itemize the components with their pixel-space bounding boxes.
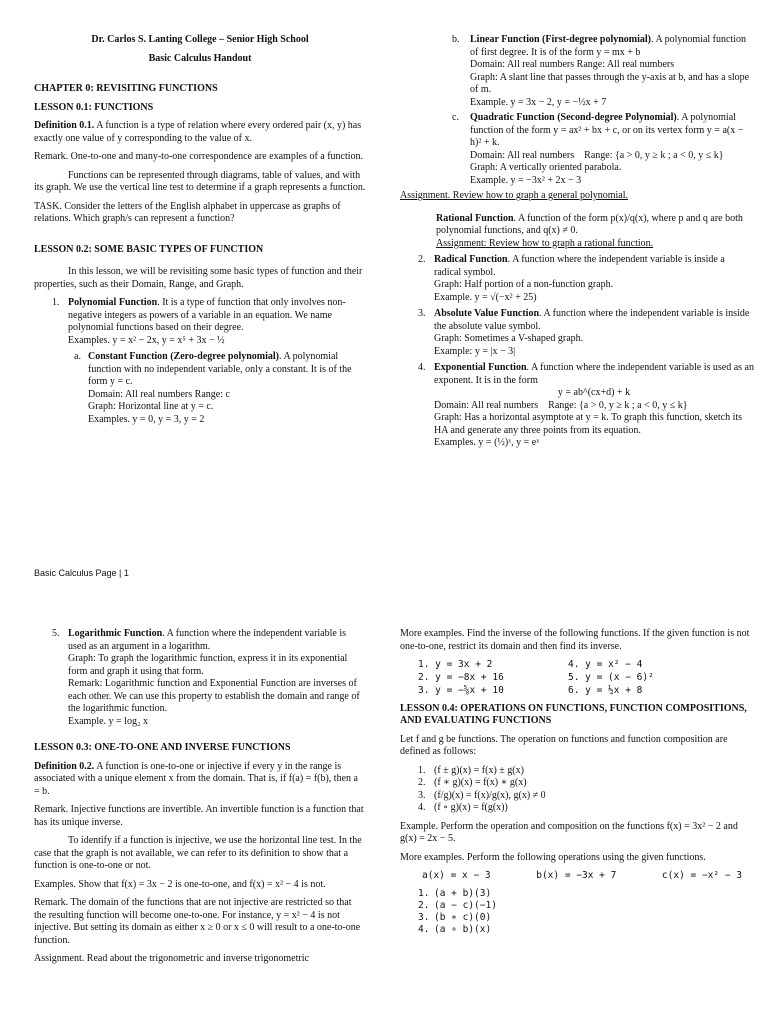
list-item-linear: b. Linear Function (First-degree polynomial). A polynomial function of first degree. It is of the form y = mx + b Domain: All real numbers Range: All real numbers Graph: A slant line that passes through the y-axis at b, and has a slope of m. Example. y = 3x − 2, y = −½x + 7	[400, 34, 754, 109]
logarithmic-graph: Graph: To graph the logarithmic function, express it in its exponential form and graph it using that form.	[68, 653, 348, 677]
list-item-polynomial: 1. Polynomial Function. It is a type of function that only involves non-negative integers as powers of a variable in an equation. We name polynomial functions based on their degree. Examples. y = x² − 2x, y = x⁵ + 3x − ½	[34, 297, 366, 347]
lesson-0-4-example: Example. Perform the operation and composition on the functions f(x) = 3x² − 2 and g(x) = 2x − 5.	[400, 820, 738, 845]
assignment-rational: Assignment: Review how to graph a rational function.	[436, 237, 654, 249]
logarithmic-text: . A function where the independent variable is used as an argument in a logarithm.	[68, 628, 347, 652]
handout-title: Basic Calculus Handout	[148, 52, 252, 64]
lesson-0-1-remark: Remark. One-to-one and many-to-one correspondence are examples of a function.	[34, 151, 364, 162]
linear-graph: Graph: A slant line that passes through the y-axis at b, and has a slope of m.	[470, 71, 750, 95]
lesson-0-3-title: LESSON 0.3: ONE-TO-ONE AND INVERSE FUNCTIONS	[34, 742, 291, 753]
page1-right-column	[400, 34, 754, 454]
quadratic-graph: Graph: A vertically oriented parabola.	[470, 162, 622, 173]
list-item-absolute: 3. Absolute Value Function. A function where the independent variable is inside the absolute value symbol. Graph: Sometimes a V-shaped graph. Example: y = |x − 3|	[400, 308, 754, 358]
rational-block	[400, 213, 754, 251]
quadratic-text: . A polynomial function of the form y = ax² + bx + c, or on its vertex form y = a(x − h)² + k.	[470, 112, 744, 148]
function-c: c(x) = −x² − 3	[661, 870, 742, 882]
page2-right-column	[400, 628, 754, 936]
inverse-item: 2. y = −8x + 16	[418, 671, 504, 683]
list-item-logarithmic: 5. Logarithmic Function. A function where the independent variable is used as an argument in a logarithm. Graph: To graph the logarithmic function, express it in its exponential form and graph it using that form. Remark: Logarithmic function and Exponential Function are inverses of each other. We can use this property to establish the domain and range of the logarithmic function. Example. y = log₂ x	[34, 628, 366, 728]
absolute-example: Example: y = |x − 3|	[434, 345, 516, 357]
linear-domain: Domain: All real numbers Range: All real numbers	[470, 59, 675, 70]
operation-text: (f ∗ g)(x) = f(x) ∗ g(x)	[434, 777, 527, 789]
exponential-form: y = ab^(cx+d) + k	[557, 387, 631, 398]
rational-label: Rational Function	[436, 212, 514, 224]
definition-0-2-text: A function is one-to-one or injective if every y in the range is associated with a unique element x from the domain. That is, if f(a) = f(b), then a = b.	[34, 760, 358, 797]
lesson-0-2-title: LESSON 0.2: SOME BASIC TYPES OF FUNCTION	[34, 243, 264, 255]
polynomial-examples: Examples. y = x² − 2x, y = x⁵ + 3x − ½	[68, 334, 225, 346]
function-b: b(x) = −3x + 7	[536, 870, 617, 882]
lesson-0-3-remark: Remark. Injective functions are invertible. An invertible function is a function that has its unique inverse.	[34, 804, 364, 828]
logarithmic-label: Logarithmic Function	[68, 628, 163, 639]
constant-domain: Domain: All real numbers Range: c	[88, 388, 230, 400]
logarithmic-remark: Remark: Logarithmic function and Exponential Function are inverses of each other. We can use this property to establish the domain and range of the logarithmic function.	[68, 678, 360, 714]
chapter-title: CHAPTER 0: REVISITING FUNCTIONS	[34, 83, 218, 94]
handout-page-2	[0, 606, 768, 1024]
task-text: (a − c)(−1)	[434, 899, 497, 911]
quadratic-example: Example. y = −3x² + 2x − 3	[470, 174, 582, 186]
inverse-item: 1. y = 3x + 2	[418, 659, 493, 670]
polynomial-label: Polynomial Function	[68, 297, 158, 308]
exponential-examples: Examples. y = (½)ˣ, y = eˣ	[434, 437, 540, 448]
radical-graph: Graph: Half portion of a non-function graph.	[434, 279, 614, 290]
inverse-more-examples: More examples. Find the inverse of the following functions. If the given function is not one-to-one, restrict its domain and then find its inverse.	[400, 628, 750, 652]
quadratic-label: Quadratic Function (Second-degree Polynomial)	[470, 112, 677, 123]
polynomial-text: . It is a type of function that only involves non-negative integers as powers of a variable in an equation. We name polynomial functions based on their degree.	[68, 297, 346, 333]
inverse-exercise-list	[400, 659, 754, 697]
absolute-graph: Graph: Sometimes a V-shaped graph.	[434, 333, 584, 344]
page1-left-column	[34, 34, 366, 429]
page-gap	[0, 596, 768, 606]
radical-text: . A function where the independent variable is inside a radical symbol.	[434, 254, 725, 278]
inverse-item: 5. y = (x − 6)²	[568, 671, 654, 683]
definition-0-1-label: Definition 0.1.	[34, 120, 95, 131]
definition-0-1	[34, 120, 366, 145]
function-a: a(x) = x − 3	[422, 870, 491, 882]
linear-label: Linear Function (First-degree polynomial)	[470, 34, 652, 45]
radical-label: Radical Function	[434, 254, 508, 265]
constant-examples: Examples. y = 0, y = 3, y = 2	[88, 413, 205, 425]
lesson-0-3-assignment: Assignment. Read about the trigonometric and inverse trigonometric	[34, 953, 309, 964]
lesson-0-4-title: LESSON 0.4: OPERATIONS ON FUNCTIONS, FUNCTION COMPOSITIONS, AND EVALUATING FUNCTIONS	[400, 702, 747, 727]
assignment-polynomial: Assignment. Review how to graph a general polynomial.	[400, 190, 629, 201]
operation-item: 4. (f ∘ g)(x) = f(g(x))	[418, 802, 508, 814]
absolute-label: Absolute Value Function	[434, 308, 540, 319]
school-name: Dr. Carlos S. Lanting College – Senior High School	[91, 34, 309, 45]
given-functions	[400, 870, 754, 882]
list-item-quadratic: c. Quadratic Function (Second-degree Polynomial). A polynomial function of the form y = ax² + bx + c, or on its vertex form y = a(x − h)² + k. Domain: All real numbers Range: {a > 0, y ≥ k ; a < 0, y ≤ k} Graph: A vertically oriented parabola. Example. y = −3x² + 2x − 3	[400, 112, 754, 187]
list-item-constant: a. Constant Function (Zero-degree polynomial). A polynomial function with no independent variable, only a constant. It is of the form y = c. Domain: All real numbers Range: c Graph: Horizontal line at y = c. Examples. y = 0, y = 3, y = 2	[34, 351, 366, 426]
task-text: (a + b)(3)	[434, 888, 492, 899]
exponential-domain-range	[434, 400, 754, 413]
absolute-text: . A function where the independent variable is inside the absolute value symbol.	[434, 308, 750, 332]
inverse-item: 4. y = x² − 4	[568, 659, 643, 670]
exponential-graph: Graph: Has a horizontal asymptote at y = k. To graph this function, sketch its HA and generate any three points from its equation.	[434, 412, 743, 436]
operations-list	[400, 765, 754, 815]
definition-0-2	[34, 761, 366, 799]
evaluation-tasks	[400, 888, 754, 936]
quadratic-domain: Domain: All real numbers	[470, 149, 575, 161]
exponential-range: Range: {a > 0, y ≥ k ; a < 0, y ≤ k}	[548, 399, 688, 411]
task-item: 3. (b ∗ c)(0)	[418, 911, 492, 923]
list-item-radical: 2. Radical Function. A function where the independent variable is inside a radical symbol. Graph: Half portion of a non-function graph. Example. y = √(−x² + 25)	[400, 254, 754, 304]
definition-0-1-text: A function is a type of relation where every ordered pair (x, y) has exactly one value of y corresponding to the value of x.	[34, 120, 362, 144]
page2-left-column	[34, 628, 366, 972]
lesson-0-3-paragraph: To identify if a function is injective, we use the horizontal line test. In the case that the graph is not available, we can refer to its definition to show that a function is one-to-one or not.	[34, 835, 362, 871]
lesson-0-1-paragraph: Functions can be represented through diagrams, table of values, and with its graph. We use the vertical line test to determine if a graph represents a function.	[34, 169, 366, 193]
exponential-text: . A function where the independent variable is used as an exponent. It is in the form	[434, 362, 754, 386]
constant-label: Constant Function (Zero-degree polynomial)	[88, 351, 280, 362]
lesson-0-1-task: TASK. Consider the letters of the English alphabet in uppercase as graphs of relations. Which graph/s can represent a function?	[34, 200, 341, 224]
constant-text: . A polynomial function with no independent variable, only a constant. It is of the form y = c.	[88, 351, 352, 387]
rational-text: . A function of the form p(x)/q(x), where p and q are both polynomial functions, and q(x) ≠ 0.	[436, 212, 743, 236]
task-item: 2. (a − c)(−1)	[418, 899, 497, 911]
linear-text: . A polynomial function of first degree. It is of the form y = mx + b	[470, 34, 747, 58]
linear-example: Example. y = 3x − 2, y = −½x + 7	[470, 96, 607, 108]
radical-example: Example. y = √(−x² + 25)	[434, 291, 537, 303]
lesson-0-1-title: LESSON 0.1: FUNCTIONS	[34, 101, 154, 113]
quadratic-range: Range: {a > 0, y ≥ k ; a < 0, y ≤ k}	[584, 149, 724, 161]
lesson-0-4-intro: Let f and g be functions. The operation on functions and function composition are defined as follows:	[400, 733, 728, 758]
exponential-domain: Domain: All real numbers	[434, 399, 539, 411]
task-text: (a ∘ b)(x)	[434, 923, 492, 935]
operation-item: 2. (f ∗ g)(x) = f(x) ∗ g(x)	[418, 777, 527, 789]
task-text: (b ∗ c)(0)	[434, 911, 492, 923]
inverse-item: 3. y = −⅝x + 10	[418, 684, 504, 696]
exponential-label: Exponential Function	[434, 362, 527, 373]
lesson-0-2-intro: In this lesson, we will be revisiting some basic types of function and their properties, such as their Domain, Range, and Graph.	[34, 266, 363, 290]
constant-graph: Graph: Horizontal line at y = c.	[88, 401, 214, 412]
lesson-0-3-remark-2: Remark. The domain of the functions that are not injective are restricted so that the resulting function will become one-to-one. For instance, y = x² − 4 is not injective. But setting its domain as either x ≥ 0 or x ≤ 0 will result to a one-to-one function.	[34, 897, 361, 946]
logarithmic-example: Example. y = log₂ x	[68, 715, 148, 727]
lesson-0-3-examples: Examples. Show that f(x) = 3x − 2 is one-to-one, and f(x) = x² − 4 is not.	[34, 878, 326, 890]
inverse-item: 6. y = ½x + 8	[568, 684, 643, 696]
operation-text: (f ± g)(x) = f(x) ± g(x)	[434, 764, 524, 776]
list-item-exponential: 4. Exponential Function. A function where the independent variable is used as an exponent. It is in the form y = ab^(cx+d) + k Domain: All real numbers Range: {a > 0, y ≥ k ; a < 0, y ≤ k} Graph: Has a horizontal asymptote at y = k. To graph this function, sketch its HA and generate any three points from its equation. Examples. y = (½)ˣ, y = eˣ	[418, 362, 754, 448]
task-item: 1. (a + b)(3)	[418, 888, 492, 899]
definition-0-2-label: Definition 0.2.	[34, 760, 95, 772]
lesson-0-4-more: More examples. Perform the following operations using the given functions.	[400, 851, 706, 863]
operation-text: (f ∘ g)(x) = f(g(x))	[434, 802, 508, 814]
operation-item: 1. (f ± g)(x) = f(x) ± g(x)	[418, 764, 524, 776]
operation-text: (f/g)(x) = f(x)/g(x), g(x) ≠ 0	[434, 789, 546, 801]
quadratic-domain-range	[470, 150, 754, 163]
task-item: 4. (a ∘ b)(x)	[418, 923, 492, 935]
page-footer: Basic Calculus Page | 1	[34, 568, 129, 578]
operation-item: 3. (f/g)(x) = f(x)/g(x), g(x) ≠ 0	[418, 789, 546, 801]
